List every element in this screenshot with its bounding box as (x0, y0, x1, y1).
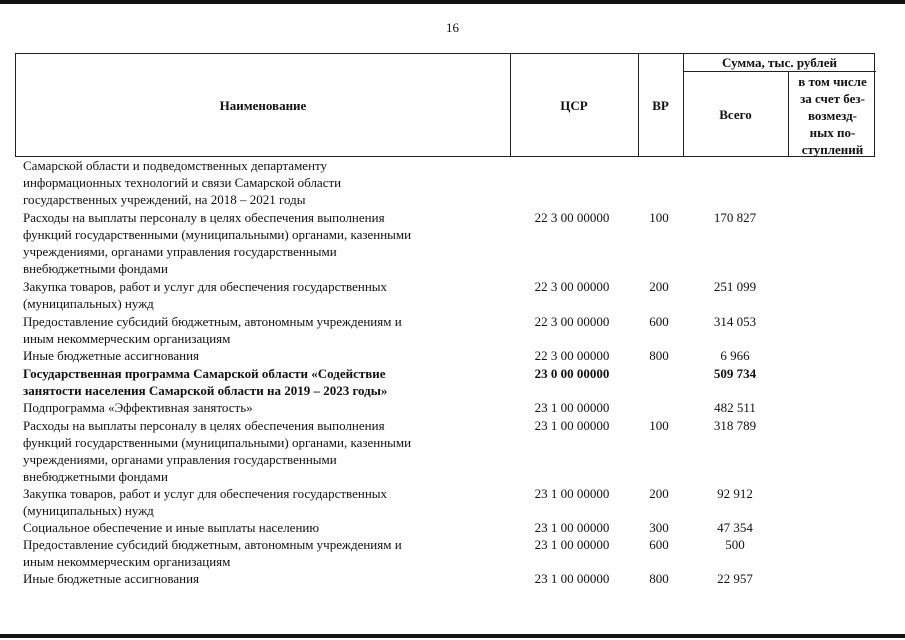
row-csr: 23 1 00 00000 (534, 486, 610, 501)
row-vr: 200 (649, 279, 669, 294)
row-name: Иные бюджетные ассигнования (23, 348, 200, 363)
bottom-border (0, 634, 905, 638)
row-total: 6 966 (720, 348, 750, 363)
row-total: 318 789 (713, 418, 757, 433)
header-csr: ЦСР (560, 98, 588, 113)
row-vr: 600 (649, 537, 669, 552)
header-name: Наименование (219, 98, 307, 113)
row-csr: 23 1 00 00000 (534, 400, 610, 415)
row-vr: 600 (649, 314, 669, 329)
row-vr: 100 (649, 210, 669, 225)
row-total: 482 511 (714, 400, 756, 415)
row-total: 500 (725, 537, 745, 552)
row-vr: 800 (649, 348, 669, 363)
row-vr: 100 (649, 418, 669, 433)
page-number: 16 (446, 20, 459, 35)
row-vr: 200 (649, 486, 669, 501)
row-total: 314 053 (713, 314, 757, 329)
header-total: Всего (719, 107, 752, 122)
row-name: Расходы на выплаты персоналу в целях обеспечения выполнения функций государственными (муниципальными) органами, казенными учреждениями, органами управления государственными внебюджетными фондами (23, 418, 412, 484)
row-name: Закупка товаров, работ и услуг для обеспечения государственных (муниципальных) нужд (23, 486, 388, 518)
row-name: Закупка товаров, работ и услуг для обеспечения государственных (муниципальных) нужд (23, 279, 388, 311)
row-csr: 22 3 00 00000 (534, 210, 610, 225)
row-total: 47 354 (717, 520, 753, 535)
top-border (0, 0, 905, 4)
header-sum: Сумма, тыс. рублей (722, 54, 837, 70)
row-total: 509 734 (713, 366, 757, 381)
row-total: 170 827 (713, 210, 757, 225)
row-name: Социальное обеспечение и иные выплаты населению (23, 520, 320, 535)
row-csr: 22 3 00 00000 (534, 348, 610, 363)
row-total: 92 912 (717, 486, 753, 501)
header-incl: в том числе за счет без- возмезд- ных по- ступлений (798, 73, 867, 157)
row-csr: 23 1 00 00000 (534, 571, 610, 586)
row-name: Предоставление субсидий бюджетным, автономным учреждениям и иным некоммерческим организациям (23, 314, 402, 346)
row-name: Государственная программа Самарской области «Содействие занятости населения Самарской области на 2019 – 2023 годы» (23, 366, 388, 398)
row-vr: 800 (649, 571, 669, 586)
row-total: 251 099 (713, 279, 757, 294)
table-header (15, 53, 875, 157)
row-csr: 22 3 00 00000 (534, 314, 610, 329)
row-csr: 23 0 00 00000 (534, 366, 610, 381)
row-name: Расходы на выплаты персоналу в целях обеспечения выполнения функций государственными (муниципальными) органами, казенными учреждениями, органами управления государственными внебюджетными фондами (23, 210, 412, 276)
row-name: Самарской области и подведомственных департаменту информационных технологий и связи Самарской области государственных учреждений, на 2018 – 2021 годы (23, 158, 342, 207)
row-total: 22 957 (717, 571, 753, 586)
row-name: Подпрограмма «Эффективная занятость» (23, 400, 253, 415)
row-name: Предоставление субсидий бюджетным, автономным учреждениям и иным некоммерческим организациям (23, 537, 402, 569)
row-name: Иные бюджетные ассигнования (23, 571, 200, 586)
header-vr: ВР (652, 98, 669, 113)
row-vr: 300 (649, 520, 669, 535)
row-csr: 23 1 00 00000 (534, 418, 610, 433)
row-csr: 23 1 00 00000 (534, 537, 610, 552)
row-csr: 23 1 00 00000 (534, 520, 610, 535)
row-csr: 22 3 00 00000 (534, 279, 610, 294)
